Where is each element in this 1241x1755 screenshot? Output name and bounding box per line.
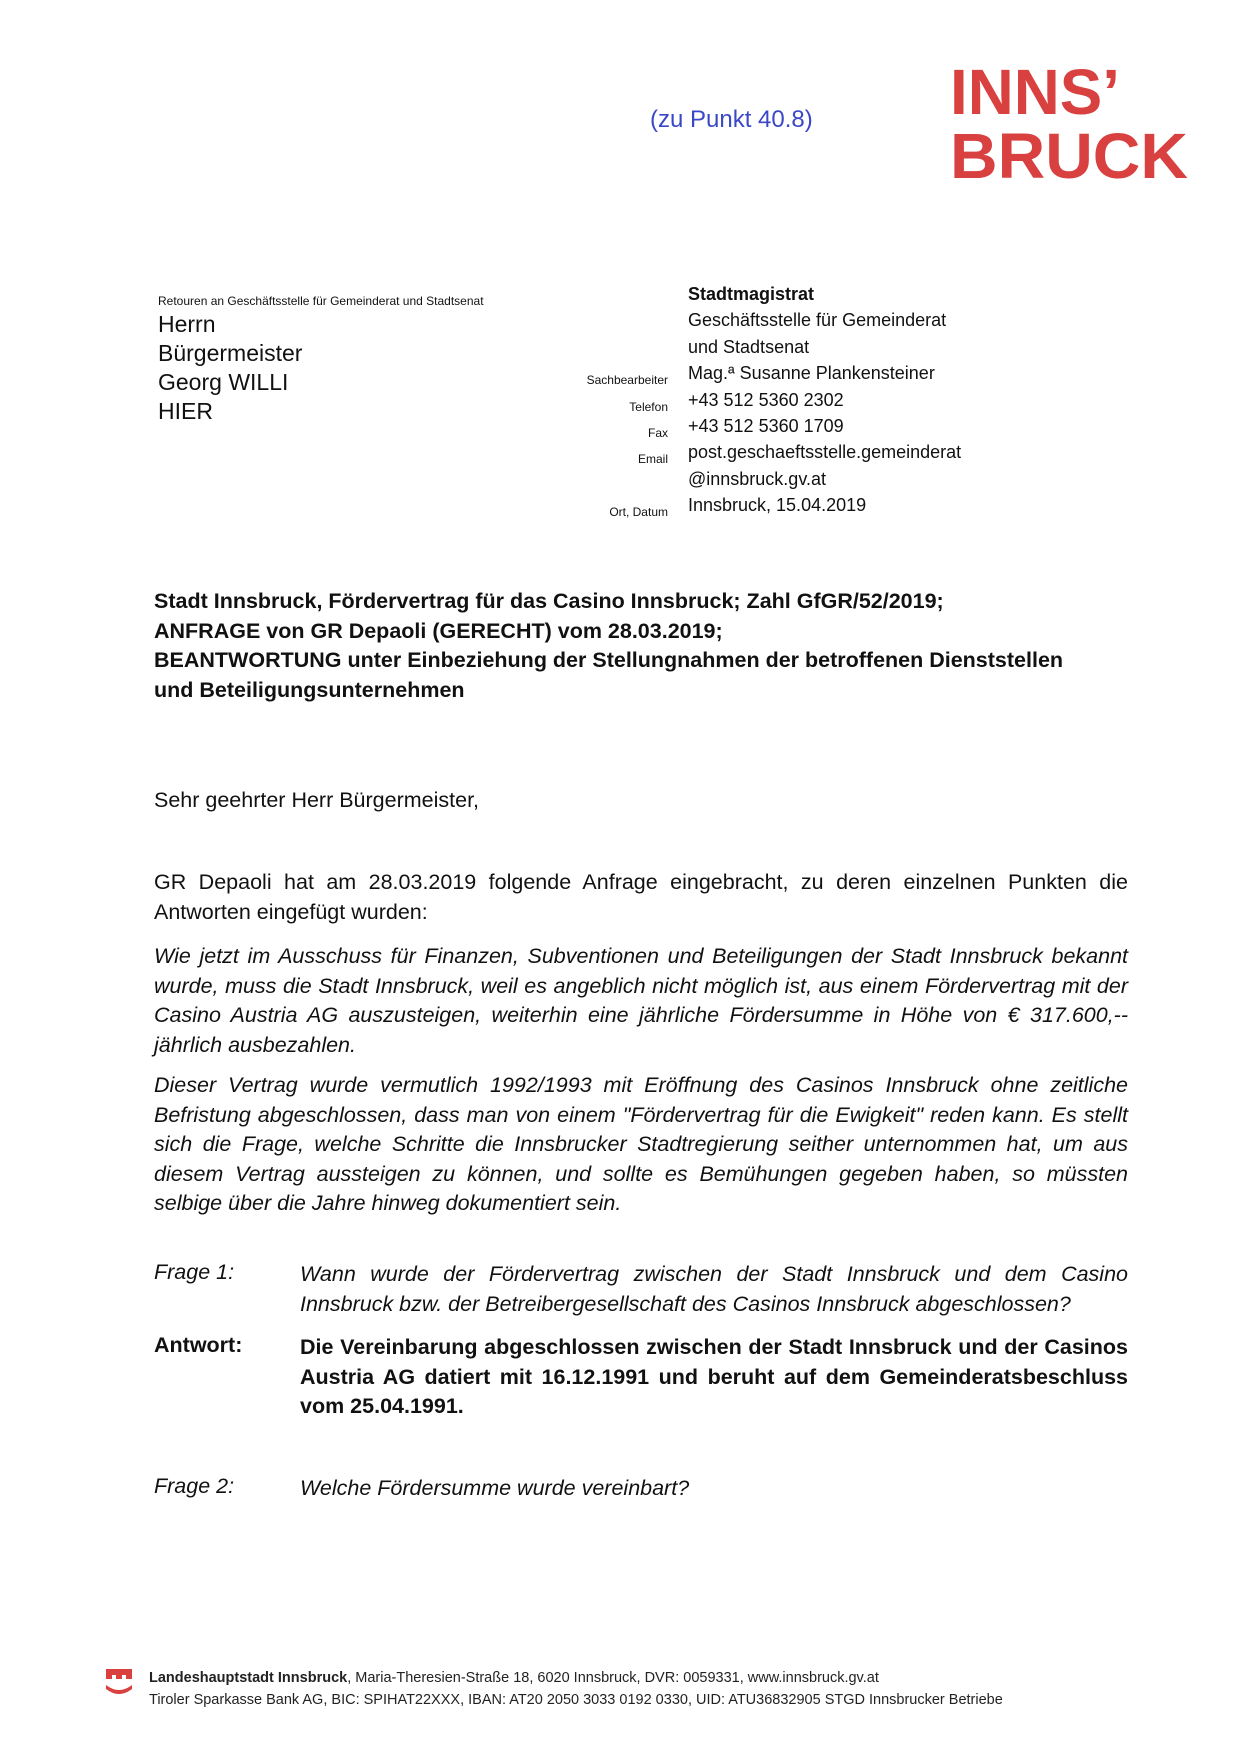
logo-line-1: INNS’ (950, 58, 1120, 128)
sender-block (540, 284, 1010, 522)
city-coat-of-arms-icon (104, 1665, 134, 1699)
salutation: Sehr geehrter Herr Bürgermeister, (154, 788, 480, 812)
answer-1-label: Antwort: (154, 1333, 243, 1357)
recipient-line: Georg WILLI (158, 369, 289, 395)
sender-label: Ort, Datum (609, 505, 668, 520)
footer-line-2: Tiroler Sparkasse Bank AG, BIC: SPIHAT22XXX, IBAN: AT20 2050 3033 0192 0330, UID: ATU36832905 STGD Innsbrucker Betriebe (149, 1692, 1003, 1708)
inquiry-quote-1: Wie jetzt im Ausschuss für Finanzen, Subventionen und Beteiligungen der Stadt Innsbruck bekannt wurde, muss die Stadt Innsbruck, weil es angeblich nicht möglich ist, aus einem Fördervertrag mit der Casino Austria AG auszusteigen, weiterhin eine jährliche Fördersumme in Höhe von € 317.600,-- jährlich ausbezahlen. (154, 944, 1128, 1057)
sender-row (540, 495, 1010, 521)
sender-row (540, 337, 1010, 363)
sender-email: post.geschaeftsstelle.gemeinderat (688, 442, 962, 463)
sender-row (540, 469, 1010, 495)
sender-row (540, 390, 1010, 416)
innsbruck-logo (950, 58, 1190, 182)
question-2-label: Frage 2: (154, 1474, 235, 1498)
sender-row (540, 310, 1010, 336)
subject-line: Stadt Innsbruck, Fördervertrag für das Casino Innsbruck; Zahl GfGR/52/2019; (154, 589, 944, 613)
footer (149, 1667, 1003, 1711)
footer-city: Landeshauptstadt Innsbruck (149, 1670, 348, 1686)
subject-line: BEANTWORTUNG unter Einbeziehung der Stellungnahmen der betroffenen Dienststellen (154, 648, 1064, 672)
subject-line: ANFRAGE von GR Depaoli (GERECHT) vom 28.03.2019; (154, 618, 723, 643)
sender-label: Sachbearbeiter (586, 373, 668, 388)
sender-email-domain: @innsbruck.gv.at (688, 468, 826, 489)
sender-label: Fax (647, 425, 668, 440)
sender-value: und Stadtsenat (688, 336, 810, 357)
answer-1-text: Die Vereinbarung abgeschlossen zwischen der Stadt Innsbruck und der Casinos Austria AG datiert mit 16.12.1991 und beruht auf dem Gemeinderatsbeschluss vom 25.04.1991. (300, 1335, 1128, 1418)
sender-value: Mag.ª Susanne Plankensteiner (688, 363, 935, 384)
sender-label: Telefon (629, 399, 668, 414)
footer-line-1 (149, 1667, 1003, 1689)
sender-row (540, 442, 1010, 468)
question-2-text: Welche Fördersumme wurde vereinbart? (300, 1476, 690, 1500)
sender-value: Geschäftsstelle für Gemeinderat (688, 310, 947, 331)
sender-fax: +43 512 5360 1709 (688, 415, 844, 436)
subject (154, 587, 1144, 705)
agenda-item-note: (zu Punkt 40.8) (650, 106, 813, 133)
sender-row (540, 284, 1010, 310)
footer-address: , Maria-Theresien-Straße 18, 6020 Innsbruck, DVR: 0059331, www.innsbruck.gv.at (347, 1670, 879, 1686)
inquiry-quote-2: Dieser Vertrag wurde vermutlich 1992/1993 mit Eröffnung des Casinos Innsbruck ohne zeitliche Befristung abgeschlossen, dass man von einem "Fördervertrag für die Ewigkeit" reden kann. Es stellt sich die Frage, welche Schritte die Innsbrucker Stadtregierung seither unternommen hat, um aus diesem Vertrag aussteigen zu können, und sollte es Bemühungen gegeben haben, so müssten selbige über die Jahre hinweg dokumentiert sein. (154, 1073, 1128, 1215)
sender-place-date: Innsbruck, 15.04.2019 (688, 495, 867, 516)
recipient-address (158, 310, 302, 426)
intro-paragraph: GR Depaoli hat am 28.03.2019 folgende Anfrage eingebracht, zu deren einzelnen Punkten die Antworten eingefügt wurden: (154, 870, 1128, 924)
question-1-label: Frage 1: (154, 1260, 235, 1284)
sender-row (540, 416, 1010, 442)
sender-label: Email (637, 452, 668, 467)
question-1-text: Wann wurde der Fördervertrag zwischen der Stadt Innsbruck und dem Casino Innsbruck bzw. der Betreibergesellschaft des Casinos Innsbruck abgeschlossen? (300, 1262, 1128, 1316)
recipient-line: HIER (158, 398, 213, 424)
sender-phone: +43 512 5360 2302 (688, 389, 844, 410)
recipient-line: Herrn (158, 311, 216, 337)
sender-office: Stadtmagistrat (688, 284, 815, 304)
sender-row (540, 363, 1010, 389)
logo-line-2: BRUCK (950, 120, 1188, 182)
subject-line: und Beteiligungsunternehmen (154, 677, 465, 702)
recipient-line: Bürgermeister (158, 340, 303, 366)
return-address-line: Retouren an Geschäftsstelle für Gemeinderat und Stadtsenat (158, 294, 484, 308)
